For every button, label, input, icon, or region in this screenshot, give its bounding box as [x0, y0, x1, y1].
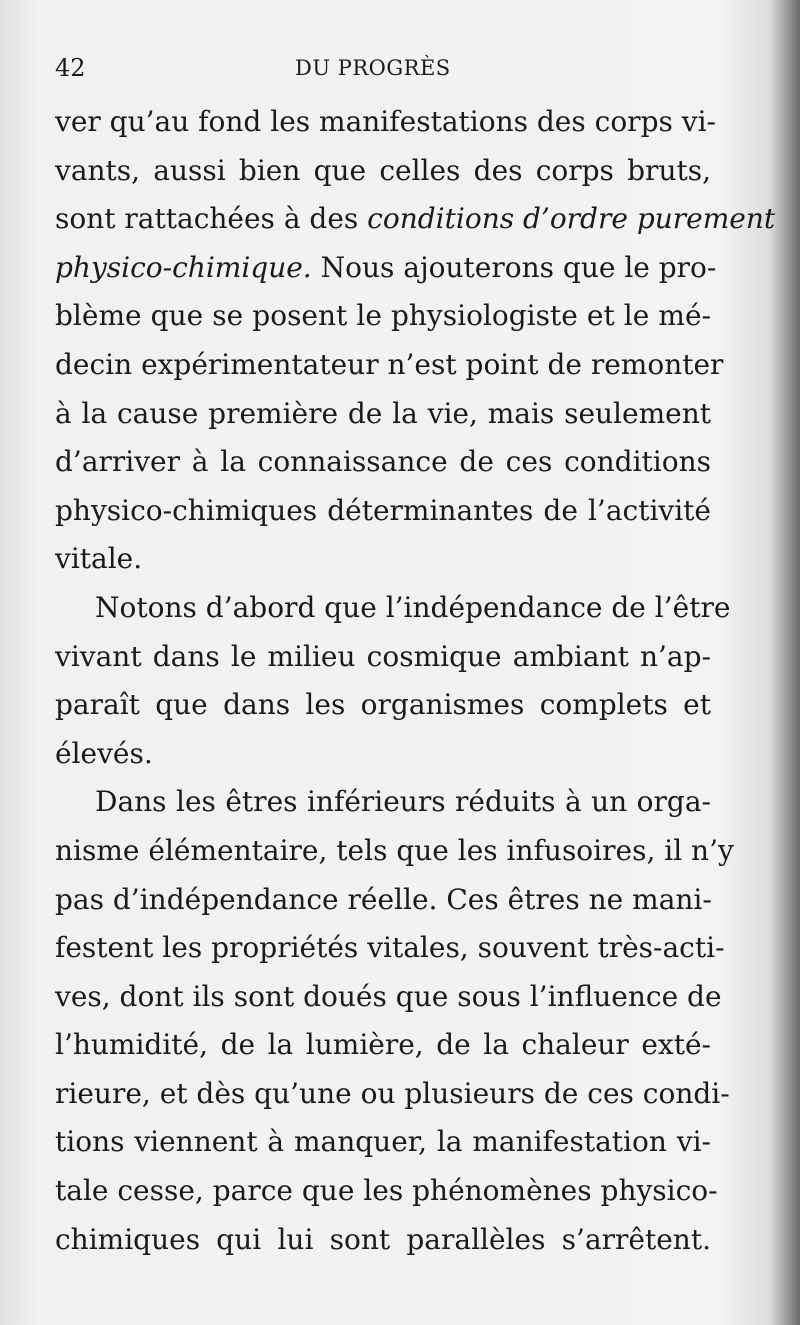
text-run: rieure, et dès qu’une ou plusieurs de ces condi-	[55, 1076, 730, 1110]
text-run: paraît que dans les organismes complets et	[55, 688, 711, 722]
text-line	[55, 730, 711, 779]
text-run: tale cesse, parce que les phénomènes physico-	[55, 1174, 718, 1208]
text-run: ver qu’au fond les manifestations des corps vi-	[55, 105, 716, 138]
italic-text: physico-chimique.	[55, 250, 312, 284]
text-line	[55, 1021, 711, 1070]
text-run: vitale.	[55, 542, 143, 576]
text-run: vants, aussi bien que celles des corps bruts,	[55, 153, 711, 187]
text-line	[55, 147, 711, 196]
paragraph	[55, 98, 776, 584]
text-line	[55, 778, 711, 827]
page-number: 42	[55, 54, 86, 82]
text-line	[55, 924, 725, 973]
text-run: tions viennent à manquer, la manifestation vi-	[55, 1125, 711, 1159]
running-head	[55, 54, 715, 94]
text-line	[55, 341, 724, 390]
text-run: élevés.	[55, 736, 153, 770]
text-run: festent les propriétés vitales, souvent très-acti-	[55, 931, 725, 965]
text-run: l’humidité, de la lumière, de la chaleur exté-	[55, 1028, 711, 1062]
text-line	[55, 98, 716, 147]
text-line	[55, 827, 734, 876]
text-line	[55, 876, 711, 925]
text-line	[55, 1070, 730, 1119]
text-run: ves, dont ils sont doués que sous l’influence de	[55, 979, 722, 1013]
text-run: d’arriver à la connaissance de ces conditions	[55, 445, 711, 479]
text-line	[55, 584, 731, 633]
text-run: Nous ajouterons que le pro-	[311, 250, 717, 284]
text-run: blème que se posent le physiologiste et le mé-	[55, 299, 711, 333]
text-line	[55, 1216, 711, 1265]
text-run: Notons d’abord que l’indépendance de l’être	[95, 590, 731, 624]
text-line	[55, 438, 711, 487]
text-run: chimiques qui lui sont parallèles s’arrêtent.	[55, 1222, 711, 1256]
running-title: DU PROGRÈS	[295, 56, 451, 80]
paragraph	[55, 778, 734, 1264]
text-run: Dans les êtres inférieurs réduits à un orga-	[95, 785, 711, 819]
body-text	[55, 98, 776, 1264]
text-run: vivant dans le milieu cosmique ambiant n’ap-	[55, 639, 711, 673]
text-run: sont rattachées à des	[55, 202, 368, 236]
text-line	[55, 681, 711, 730]
text-run: physico-chimiques déterminantes de l’activité	[55, 493, 711, 527]
text-run: pas d’indépendance réelle. Ces êtres ne mani-	[55, 882, 712, 916]
text-line	[55, 195, 776, 244]
text-run: nisme élémentaire, tels que les infusoires, il n’y	[55, 833, 734, 867]
text-run: à la cause première de la vie, mais seulement	[55, 396, 711, 430]
italic-text: conditions d’ordre purement	[367, 202, 776, 236]
text-line	[55, 244, 717, 293]
text-line	[55, 390, 711, 439]
paragraph	[55, 584, 731, 778]
text-line	[55, 633, 711, 682]
text-line	[55, 292, 711, 341]
text-line	[55, 1167, 718, 1216]
text-line	[55, 535, 711, 584]
text-line	[55, 1118, 711, 1167]
text-line	[55, 487, 711, 536]
text-run: decin expérimentateur n’est point de remonter	[55, 347, 724, 381]
text-line	[55, 973, 722, 1022]
